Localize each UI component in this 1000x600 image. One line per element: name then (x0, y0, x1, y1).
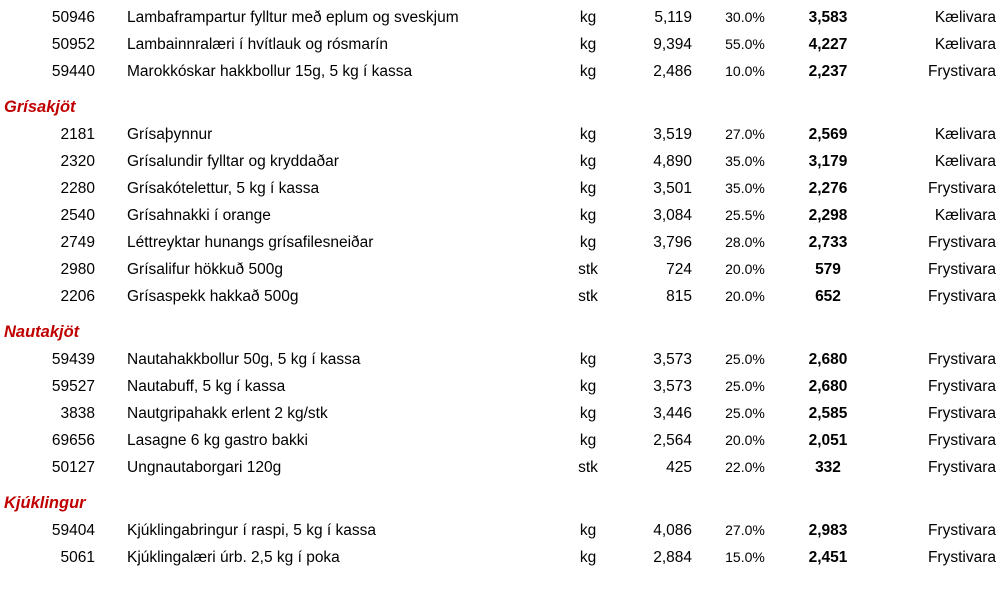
product-name: Kjúklingalæri úrb. 2,5 kg í poka (127, 549, 340, 566)
table-row (0, 373, 1000, 400)
storage-type: Frystivara (927, 351, 996, 368)
table-row (0, 517, 1000, 544)
discount-percent: 35.0% (725, 180, 765, 196)
storage-type: Kælivara (934, 36, 996, 53)
discount-percent: 27.0% (725, 522, 765, 538)
unit: kg (579, 432, 597, 449)
net-price: 2,585 (808, 405, 848, 422)
product-number: 2320 (60, 153, 95, 170)
unit: kg (579, 207, 597, 224)
list-price: 815 (666, 288, 692, 305)
product-name: Grísalifur hökkuð 500g (127, 261, 283, 278)
net-price: 579 (815, 261, 841, 278)
discount-percent: 22.0% (725, 459, 765, 475)
unit: kg (579, 351, 597, 368)
list-price: 3,446 (653, 405, 692, 422)
unit: kg (579, 549, 597, 566)
unit: kg (579, 36, 597, 53)
product-number: 59527 (51, 378, 95, 395)
unit: kg (579, 153, 597, 170)
list-price: 3,519 (653, 126, 692, 143)
discount-percent: 10.0% (725, 63, 765, 79)
product-name: Marokkóskar hakkbollur 15g, 5 kg í kassa (127, 63, 413, 80)
unit: stk (578, 288, 598, 305)
product-name: Ungnautaborgari 120g (127, 459, 282, 476)
table-row (0, 283, 1000, 310)
table-row (0, 121, 1000, 148)
discount-percent: 25.5% (725, 207, 765, 223)
product-number: 5061 (60, 549, 95, 566)
product-name: Lambaframpartur fylltur með eplum og sveskjum (127, 9, 459, 26)
product-number: 50127 (51, 459, 95, 476)
storage-type: Frystivara (927, 261, 996, 278)
storage-type: Kælivara (934, 9, 996, 26)
product-name: Grísakótelettur, 5 kg í kassa (127, 180, 320, 197)
net-price: 2,451 (808, 549, 848, 566)
list-price: 2,486 (653, 63, 692, 80)
section-heading: Kjúklingur (4, 494, 86, 512)
storage-type: Frystivara (927, 405, 996, 422)
net-price: 2,983 (808, 522, 848, 539)
storage-type: Kælivara (934, 126, 996, 143)
table-row (0, 346, 1000, 373)
unit: kg (579, 405, 597, 422)
section-heading: Grísakjöt (4, 98, 76, 116)
net-price: 2,569 (808, 126, 848, 143)
storage-type: Frystivara (927, 288, 996, 305)
unit: kg (579, 9, 597, 26)
net-price: 3,583 (808, 9, 848, 26)
product-name: Nautgripahakk erlent 2 kg/stk (127, 405, 328, 422)
net-price: 2,051 (808, 432, 848, 449)
product-name: Nautahakkbollur 50g, 5 kg í kassa (127, 351, 361, 368)
unit: kg (579, 378, 597, 395)
table-row (0, 427, 1000, 454)
product-name: Léttreyktar hunangs grísafilesneiðar (127, 234, 374, 251)
list-price: 3,573 (653, 351, 692, 368)
list-price: 4,086 (653, 522, 692, 539)
product-number: 3838 (60, 405, 95, 422)
list-price: 5,119 (654, 9, 692, 26)
discount-percent: 30.0% (725, 9, 765, 25)
discount-percent: 25.0% (725, 351, 765, 367)
table-row (0, 175, 1000, 202)
product-name: Nautabuff, 5 kg í kassa (127, 378, 286, 395)
product-name: Kjúklingabringur í raspi, 5 kg í kassa (127, 522, 376, 539)
unit: stk (578, 459, 598, 476)
storage-type: Frystivara (927, 522, 996, 539)
table-row (0, 544, 1000, 571)
discount-percent: 20.0% (725, 288, 765, 304)
product-number: 69656 (51, 432, 95, 449)
unit: kg (579, 180, 597, 197)
net-price: 3,179 (808, 153, 848, 170)
product-number: 2749 (60, 234, 95, 251)
discount-percent: 20.0% (725, 432, 765, 448)
storage-type: Frystivara (927, 180, 996, 197)
product-number: 2980 (60, 261, 95, 278)
storage-type: Frystivara (927, 63, 996, 80)
list-price: 3,796 (653, 234, 692, 251)
section-heading: Nautakjöt (4, 323, 80, 341)
list-price: 3,501 (653, 180, 692, 197)
net-price: 2,680 (808, 378, 848, 395)
net-price: 2,680 (808, 351, 848, 368)
product-name: Grísaspekk hakkað 500g (127, 288, 299, 305)
table-row (0, 454, 1000, 481)
discount-percent: 35.0% (725, 153, 765, 169)
product-name: Grísahnakki í orange (127, 207, 271, 224)
list-price: 9,394 (653, 36, 692, 53)
discount-percent: 25.0% (725, 378, 765, 394)
discount-percent: 25.0% (725, 405, 765, 421)
list-price: 3,573 (653, 378, 692, 395)
list-price: 3,084 (653, 207, 692, 224)
net-price: 2,276 (808, 180, 848, 197)
storage-type: Kælivara (934, 153, 996, 170)
table-row (0, 400, 1000, 427)
unit: kg (579, 522, 597, 539)
list-price: 2,564 (653, 432, 692, 449)
net-price: 2,733 (808, 234, 848, 251)
table-row (0, 58, 1000, 85)
net-price: 2,237 (808, 63, 848, 80)
product-number: 2206 (60, 288, 95, 305)
unit: kg (579, 63, 597, 80)
product-number: 50952 (51, 36, 95, 53)
net-price: 332 (815, 459, 841, 476)
table-row (0, 229, 1000, 256)
discount-percent: 28.0% (725, 234, 765, 250)
product-number: 2280 (60, 180, 95, 197)
storage-type: Kælivara (934, 207, 996, 224)
product-number: 2540 (60, 207, 95, 224)
storage-type: Frystivara (927, 378, 996, 395)
unit: stk (578, 261, 598, 278)
table-row (0, 202, 1000, 229)
discount-percent: 15.0% (725, 549, 765, 565)
storage-type: Frystivara (927, 234, 996, 251)
table-row (0, 4, 1000, 31)
storage-type: Frystivara (927, 459, 996, 476)
table-row (0, 31, 1000, 58)
unit: kg (579, 126, 597, 143)
product-number: 50946 (51, 9, 95, 26)
storage-type: Frystivara (927, 432, 996, 449)
price-list-sheet (0, 4, 1000, 571)
product-name: Grísaþynnur (127, 126, 213, 143)
discount-percent: 55.0% (725, 36, 765, 52)
discount-percent: 27.0% (725, 126, 765, 142)
product-name: Grísalundir fylltar og kryddaðar (127, 153, 339, 170)
list-price: 4,890 (653, 153, 692, 170)
net-price: 2,298 (808, 207, 848, 224)
product-number: 59440 (51, 63, 95, 80)
net-price: 652 (815, 288, 841, 305)
list-price: 425 (666, 459, 692, 476)
unit: kg (579, 234, 597, 251)
discount-percent: 20.0% (725, 261, 765, 277)
table-row (0, 256, 1000, 283)
storage-type: Frystivara (927, 549, 996, 566)
net-price: 4,227 (808, 36, 848, 53)
list-price: 724 (666, 261, 692, 278)
list-price: 2,884 (653, 549, 692, 566)
table-row (0, 148, 1000, 175)
product-number: 59439 (51, 351, 95, 368)
product-number: 2181 (60, 126, 95, 143)
product-number: 59404 (51, 522, 95, 539)
product-name: Lambainnralæri í hvítlauk og rósmarín (127, 36, 389, 53)
product-name: Lasagne 6 kg gastro bakki (127, 432, 308, 449)
